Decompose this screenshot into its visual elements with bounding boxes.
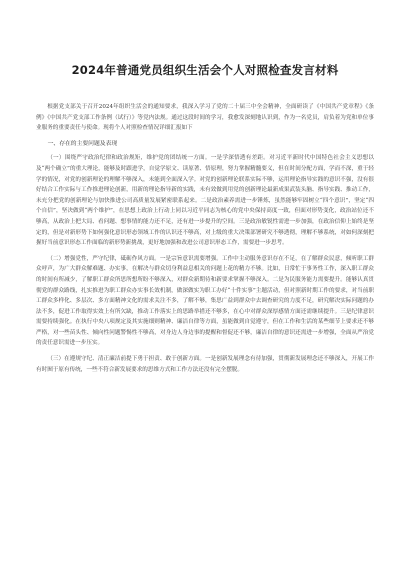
paragraph-1: （一）围绕严守政治纪律和政治规矩，维护党的团结统一方面。一是学深悟透有差距。对习近平新时代中国特色社会主义思想以及“两个确立”的重大理论，能够及时跟进学，自觉学原文、读原著、悟原理，努力掌握精髓要义，但在时间分配方面，学而不深，重于轻学的情况，对党的创新理论的理解不够深入，未能到全面深入学。对党的创新理论联系实际不够，运用理论指导实践的意识不强，没有很好结合工作实际与工作推进理论创新，用新的理论指导新的实践，未有效做到用党的创新理论最新成果武装头脑、指导实践、推动工作，未充分把党的创新理论与加快推进公司高质量发展紧密联系起来。二是政治素养需进一步锤炼，虽然能够牢固树立“四个意识”，坚定“四个自信”，坚决做到“两个维护”，在思想上政治上行动上同以习近平同志为核心的党中央保持高度一致，但面对形势变化，政治站位还不够高，从政治上把大局、看问题、想事情的能力还不足，还有进一步提升的空间。三是政治敏锐性需进一步加强，在政治信仰上始终是坚定的，但是对新形势下如何强化意识形态领域工作的认识还不够高，对上级的重大决策部署研究不够透彻，理解不够系统，对如何深刻把握好当前意识形态工作面临的新形势新挑战，更好地加强和改进公司意识形态工作，需要进一步思考。 <box>36 155 374 247</box>
section-heading: 一、存在的主要问题及表现 <box>47 140 118 147</box>
intro-paragraph: 根据党支部关于召开2024年组织生活会的通知要求，我深入学习了党的二十届三中全会精神，全面研读了《中国共产党章程》《条例》《中国共产党支部工作条例（试行）》等党内法规。通过这段时间的学习，我愈发深刻地认识到，作为一名党员，肩负着为党和单位事业服务的重要责任与使命。现将个人对照检查情况详细汇报如下 <box>36 104 374 132</box>
document-title: 2024年普通党员组织生活会个人对照检查发言材料 <box>71 63 339 77</box>
paragraph-2: （二）增强党性，严守纪律，砥砺作风方面。一是宗旨意识需要增强。工作中主动服务意识存在不足，在了解群众民意，倾听职工群众呼声，为广大群众解难题、办实事，在解决与群众切身利益息相关的问题上花的精力不够。比如，日常忙于事务性工作，深入职工群众的时间有所减少，了解职工群众所思所想所盼不够深入，对群众新期待和新要求掌握不够深入。二是为民服务能力需要提升。能够认真贯彻党的群众路线，扎实推进为职工群众办实事长效机制，做深做实为职工办好“十件实事”主题活动，但对照新时期工作的要求，对当前职工群众多样化、多层次、多方面精神文化的需求关注不多，了解不够，集思广益到群众中去调查研究的力度不足，研究解决实际问题的办法不多，促进工作取得实效上有所欠缺，推动工作落实上的思路举措还不够多，在心中对群众深厚感情方面还需继续提升。三是纪律意识需要持续强化。在执行中央八项规定及其实施细则精神、廉洁自律等方面，虽能做到自觉遵守，但在工作和生活的某些细节上要求还不够严格，对一些苗头性、倾向性问题警惕性不够高，对身边人身边事的提醒和督促还不够，廉洁自律的意识还需进一步增强，全面从严治党的责任意识需进一步压实。 <box>36 255 374 347</box>
paragraph-3: （三）在遵规守纪、清正廉洁前提下勇于担责、敢于创新方面。一是创新发展理念有待加强，贯彻新发展理念还不够深入，开展工作有时囿于原有传统，一些不符合新发展要求的思维方式和工作方法还没有完全摆脱。 <box>36 356 374 373</box>
